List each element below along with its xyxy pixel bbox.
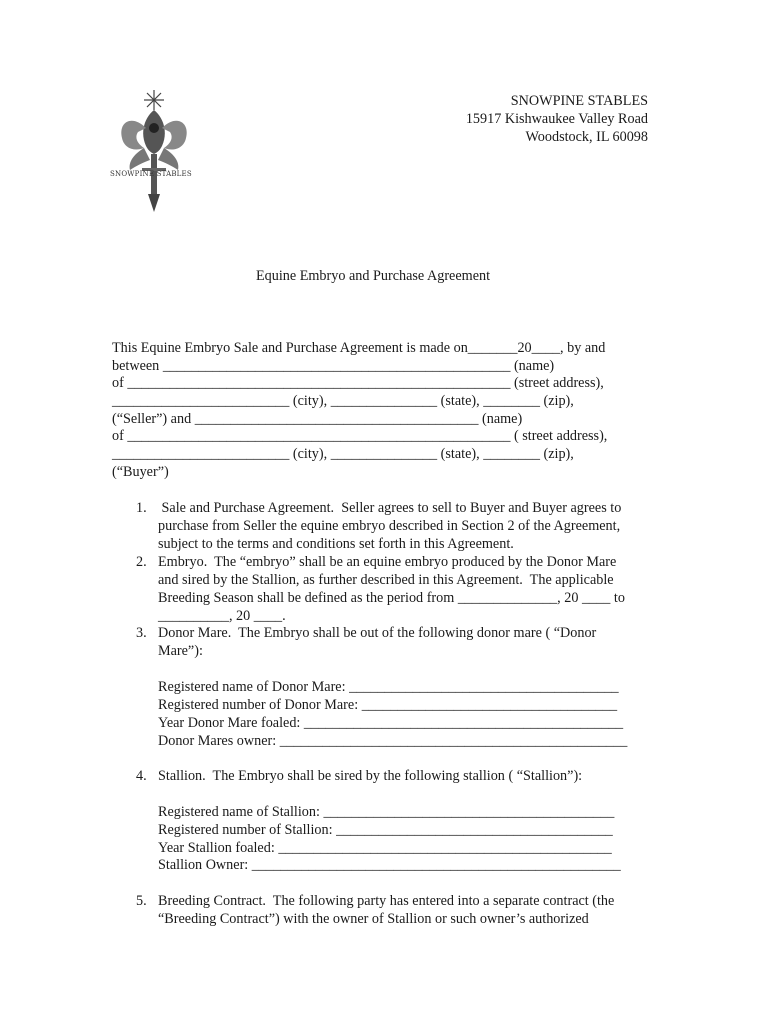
intro-line: _________________________ (city), _______________ (state), ________ (zip),	[112, 446, 574, 462]
section-line: Embryo. The “embryo” shall be an equine embryo produced by the Donor Mare	[158, 554, 617, 570]
stallion-name-field: Registered name of Stallion: _________________________________________	[158, 804, 615, 820]
section-number: 1.	[136, 500, 147, 516]
section-line: “Breeding Contract”) with the owner of Stallion or such owner’s authorized	[158, 911, 589, 927]
section-line: Breeding Season shall be defined as the period from ______________, 20 ____ to	[158, 590, 625, 606]
intro-line: (“Buyer”)	[112, 464, 169, 480]
section-line: Sale and Purchase Agreement. Seller agrees to sell to Buyer and Buyer agrees to	[158, 500, 622, 516]
intro-line: of ______________________________________________________ (street address),	[112, 375, 604, 391]
section-line: subject to the terms and conditions set forth in this Agreement.	[158, 536, 514, 552]
donor-mare-owner-field: Donor Mares owner: _________________________________________________	[158, 733, 628, 749]
section-number: 2.	[136, 554, 147, 570]
document-title: Equine Embryo and Purchase Agreement	[256, 268, 491, 284]
intro-line: between _________________________________________________ (name)	[112, 358, 555, 374]
section-line: Breeding Contract. The following party has entered into a separate contract (the	[158, 893, 615, 909]
snowpine-stables-logo	[104, 88, 204, 218]
section-number: 3.	[136, 625, 147, 641]
section-line: purchase from Seller the equine embryo described in Section 2 of the Agreement,	[158, 518, 621, 534]
logo-caption: SNOWPINE STABLES	[110, 170, 192, 178]
stallion-owner-field: Stallion Owner: ____________________________________________________	[158, 857, 621, 873]
section-number: 5.	[136, 893, 147, 909]
section-line: and sired by the Stallion, as further described in this Agreement. The applicable	[158, 572, 614, 588]
intro-line: This Equine Embryo Sale and Purchase Agreement is made on_______20____, by and	[112, 340, 606, 356]
donor-mare-name-field: Registered name of Donor Mare: ______________________________________	[158, 679, 619, 695]
address-line-1: 15917 Kishwaukee Valley Road	[465, 111, 648, 127]
section-line: Stallion. The Embryo shall be sired by the following stallion ( “Stallion”):	[158, 768, 583, 784]
stallion-number-field: Registered number of Stallion: _______________________________________	[158, 822, 613, 838]
donor-mare-foaled-field: Year Donor Mare foaled: _____________________________________________	[158, 715, 624, 731]
section-line: Mare”):	[158, 643, 203, 659]
org-name: SNOWPINE STABLES	[510, 93, 648, 109]
address-line-2: Woodstock, IL 60098	[525, 129, 648, 145]
intro-line: of ______________________________________________________ ( street address),	[112, 428, 608, 444]
section-line: __________, 20 ____.	[158, 608, 286, 624]
stallion-foaled-field: Year Stallion foaled: _______________________________________________	[158, 840, 612, 856]
donor-mare-number-field: Registered number of Donor Mare: ____________________________________	[158, 697, 618, 713]
intro-line: _________________________ (city), _______________ (state), ________ (zip),	[112, 393, 574, 409]
section-number: 4.	[136, 768, 147, 784]
section-line: Donor Mare. The Embryo shall be out of the following donor mare ( “Donor	[158, 625, 597, 641]
intro-line: (“Seller”) and ________________________________________ (name)	[112, 411, 523, 427]
